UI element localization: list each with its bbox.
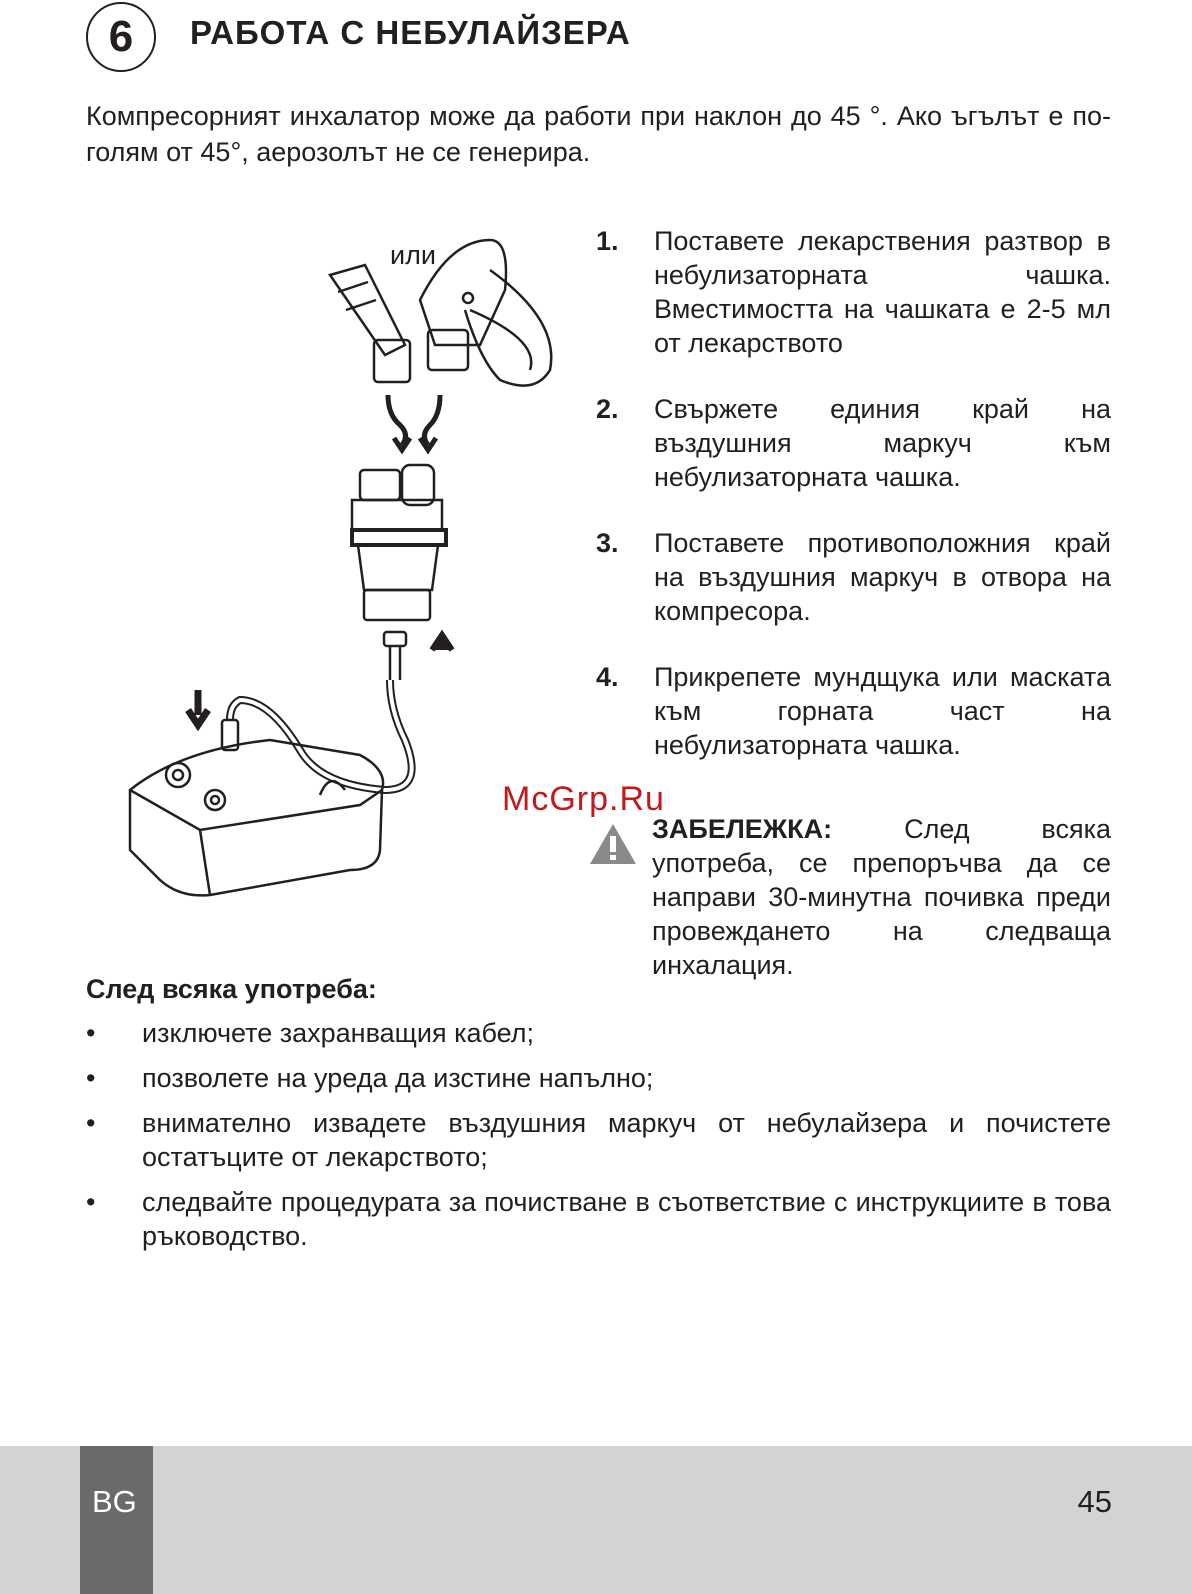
list-item [86,1185,1111,1253]
step-text: Прикрепете мундщука или маската към горната част на небулизаторната чашка. [654,662,1111,760]
step-text: Свържете единия край на въздушния маркуч към небулизаторната чашка. [654,394,1111,492]
section-number-badge [86,2,156,72]
list-item-text: следвайте процедурата за почистване в съответствие с инструкциите в това ръководство. [142,1187,1111,1251]
section-title: РАБОТА С НЕБУЛАЙЗЕРА [190,14,631,51]
step-item [596,392,1111,494]
bullet-icon: • [86,1108,96,1138]
watermark: McGrp.Ru [502,780,665,818]
after-use-title: След всяка употреба: [86,974,377,1004]
note-text [652,812,1111,982]
note-label: ЗАБЕЛЕЖКА: [652,814,833,844]
bullet-icon: • [86,1018,96,1048]
note-block [588,812,1111,982]
intro-paragraph: Компресорният инхалатор може да работи при наклон до 45 °. Ако ъгълът е по-голям от 45°, аерозолът не се генерира. [86,101,1111,167]
steps-list [596,224,1111,794]
air-tube-drawing [222,632,412,790]
step-item [596,526,1111,628]
list-item-text: внимателно извадете въздушния маркуч от небулайзера и почистете остатъците от лекарството; [142,1108,1111,1172]
bullet-icon: • [86,1063,96,1093]
nebulizer-illustration [120,230,590,940]
list-item [86,1061,1111,1095]
list-item-text: изключете захранващия кабел; [142,1018,535,1048]
note-body: След всяка употреба, се препоръчва да се направи 30-минутна почивка преди провеждането на следваща инхалация. [652,814,1111,980]
list-item [86,1016,1111,1050]
step-item [596,224,1111,360]
list-item [86,1106,1111,1174]
language-tab [80,1446,153,1594]
nebulizer-cup-drawing [352,465,446,620]
step-number: 4. [596,662,619,692]
step-text: Поставете противоположния край на въздушния маркуч в отвора на компресора. [654,528,1111,626]
down-arrows [388,395,440,450]
up-arrow [432,635,452,650]
compressor-arrow [188,690,208,725]
step-text: Поставете лекарствения разтвор в небулизаторната чашка. Вместимостта на чашката е 2-5 мл от лекарството [654,226,1111,358]
bullet-icon: • [86,1187,96,1217]
after-use-list [86,1016,1111,1264]
footer-bar [0,1446,1192,1594]
mouthpiece-drawing [330,265,410,382]
step-item [596,660,1111,762]
step-number: 3. [596,528,619,558]
list-item-text: позволете на уреда да изстине напълно; [142,1063,654,1093]
section-number: 6 [108,12,134,61]
step-number: 1. [596,226,619,256]
warning-icon [588,822,638,866]
compressor-drawing [130,740,383,895]
language-code: BG [92,1484,137,1519]
mask-drawing [420,240,551,386]
or-label: или [390,240,436,270]
step-number: 2. [596,394,619,424]
page-number: 45 [1077,1484,1112,1519]
